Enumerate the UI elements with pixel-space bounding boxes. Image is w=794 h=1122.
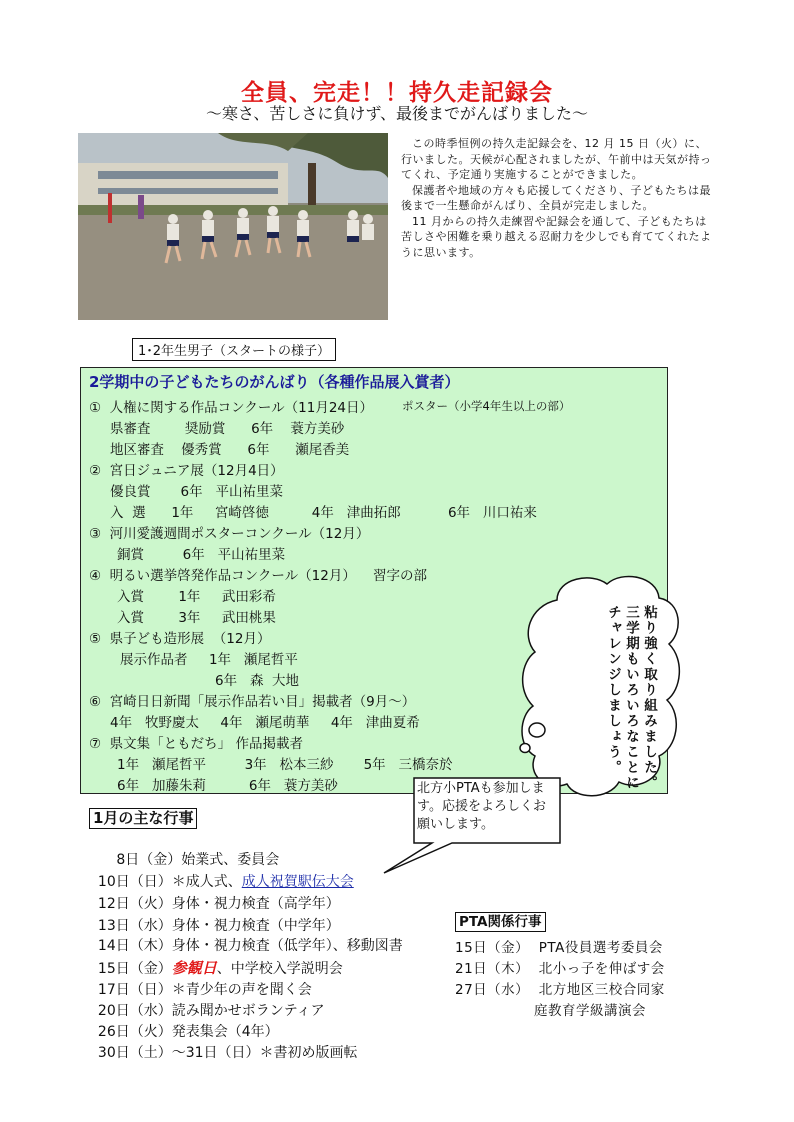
pta-event: 21日（木） 北小っ子を伸ばす会	[455, 961, 665, 977]
event-text: 読み聞かせボランティア	[171, 1003, 325, 1019]
event-text: ＊青少年の声を聞く会	[171, 982, 312, 998]
january-heading: 1月の主な行事	[89, 808, 197, 829]
pta-event: 15日（金） PTA役員選考委員会	[455, 940, 663, 956]
award-line: 優良賞 6年 平山祐里菜	[110, 484, 284, 500]
award-line: 県審査 奨励賞 6年 蓑方美砂	[110, 421, 345, 437]
award-line: 1年 瀬尾哲平 3年 松本三紗 5年 三橋奈於	[117, 757, 453, 773]
speech-message: 北方小PTAも参加します。応援をよろしくお願いします。	[417, 781, 546, 832]
award-line: 入 選 1年 宮崎啓徳 4年 津曲拓郎 6年 川口祐来	[110, 505, 537, 521]
intro-paragraph: 11 月からの持久走練習や記録会を通して、子どもたちは苦しさや困難を乗り越える忍耐力を少しでも育ててくれたように思います。	[401, 214, 712, 259]
event-date: 8日（金）	[111, 852, 182, 868]
award-line: ⑥ 宮崎日日新聞「展示作品若い目」掲載者（9月～）	[89, 694, 416, 710]
page-title: 全員、完走！！持久走記録会	[241, 80, 553, 106]
intro-text	[401, 136, 716, 260]
running-photo	[78, 133, 388, 320]
event-text: 身体・視力検査（中学年）	[171, 918, 340, 934]
award-line: 銅賞 6年 平山祐里菜	[117, 547, 286, 563]
award-line: ④ 明るい選挙啓発作品コンクール（12月） 習字の部	[89, 568, 427, 584]
event-date: 20日（水）	[97, 1003, 172, 1019]
award-line: ① 人権に関する作品コンクール（11月24日）	[89, 400, 374, 416]
intro-paragraph: この時季恒例の持久走記録会を、12 月 15 日（火）に、行いました。天候が心配されましたが、午前中は天気が持ってくれ、予定通り実施することができました。	[401, 137, 712, 181]
award-line: ③ 河川愛護週間ポスターコンクール（12月）	[89, 526, 370, 542]
event-date: 26日（火）	[97, 1024, 172, 1040]
event-date: 13日（水）	[97, 918, 172, 934]
award-line: ⑤ 県子ども造形展 （12月）	[89, 631, 271, 647]
event-text: 始業式、委員会	[181, 852, 280, 868]
award-line: 6年 加藤朱莉 6年 蓑方美砂	[117, 778, 338, 794]
event-date: 12日（火）	[97, 896, 172, 912]
event-text: ＊書初め版画転	[259, 1045, 358, 1061]
intro-paragraph: 保護者や地域の方々も応援してくださり、子どもたちは最後まで一生懸命がんばり、全員が完走しました。	[401, 183, 711, 212]
event-date: 30日（土）～31日（日）	[97, 1045, 260, 1061]
event-text: 身体・視力検査（高学年）	[171, 896, 340, 912]
award-line: 6年 森 大地	[215, 673, 300, 689]
award-line: 展示作品者 1年 瀬尾哲平	[120, 652, 298, 668]
event-text: ＊成人式、	[171, 874, 242, 890]
ekiden-link[interactable]: 成人祝賀駅伝大会	[241, 874, 354, 890]
event-highlight: 参観日	[171, 959, 217, 977]
event-text: 発表集会（4年）	[171, 1024, 279, 1040]
photo-caption: 1･2年生男子（スタートの様子）	[132, 338, 336, 361]
award-line: ⑦ 県文集「ともだち」 作品掲載者	[89, 736, 303, 752]
event-row	[89, 1026, 358, 1062]
page-subtitle: ～寒さ、苦しさに負けず、最後までがんばりました～	[205, 104, 589, 123]
event-date: 17日（日）	[97, 982, 172, 998]
pta-event: 27日（水） 北方地区三校合同家	[455, 982, 665, 998]
event-date: 15日（金）	[97, 961, 172, 977]
award-line: ポスター（小学4年生以上の部）	[402, 399, 571, 413]
award-line: 入賞 1年 武田彩希	[117, 589, 276, 605]
award-line: ② 宮日ジュニア展（12月4日）	[89, 463, 284, 479]
event-date: 14日（木）	[97, 938, 172, 954]
award-line: 入賞 3年 武田桃果	[117, 610, 276, 626]
award-line: 地区審査 優秀賞 6年 瀬尾香美	[110, 442, 350, 458]
awards-heading: 2学期中の子どもたちのがんばり（各種作品展入賞者）	[89, 373, 460, 391]
award-line: 4年 牧野慶太 4年 瀬尾萌華 4年 津曲夏希	[110, 715, 420, 731]
event-text: 身体・視力検査（低学年）、移動図書	[171, 938, 403, 954]
cloud-message: 粘り強く取り組みました。三学期もいろいろなことにチャレンジしましょう。	[605, 605, 657, 791]
event-text: 、中学校入学説明会	[216, 961, 343, 977]
pta-heading: PTA関係行事	[455, 912, 546, 932]
event-date: 10日（日）	[97, 874, 172, 890]
pta-event: 庭教育学級講演会	[534, 1003, 646, 1019]
